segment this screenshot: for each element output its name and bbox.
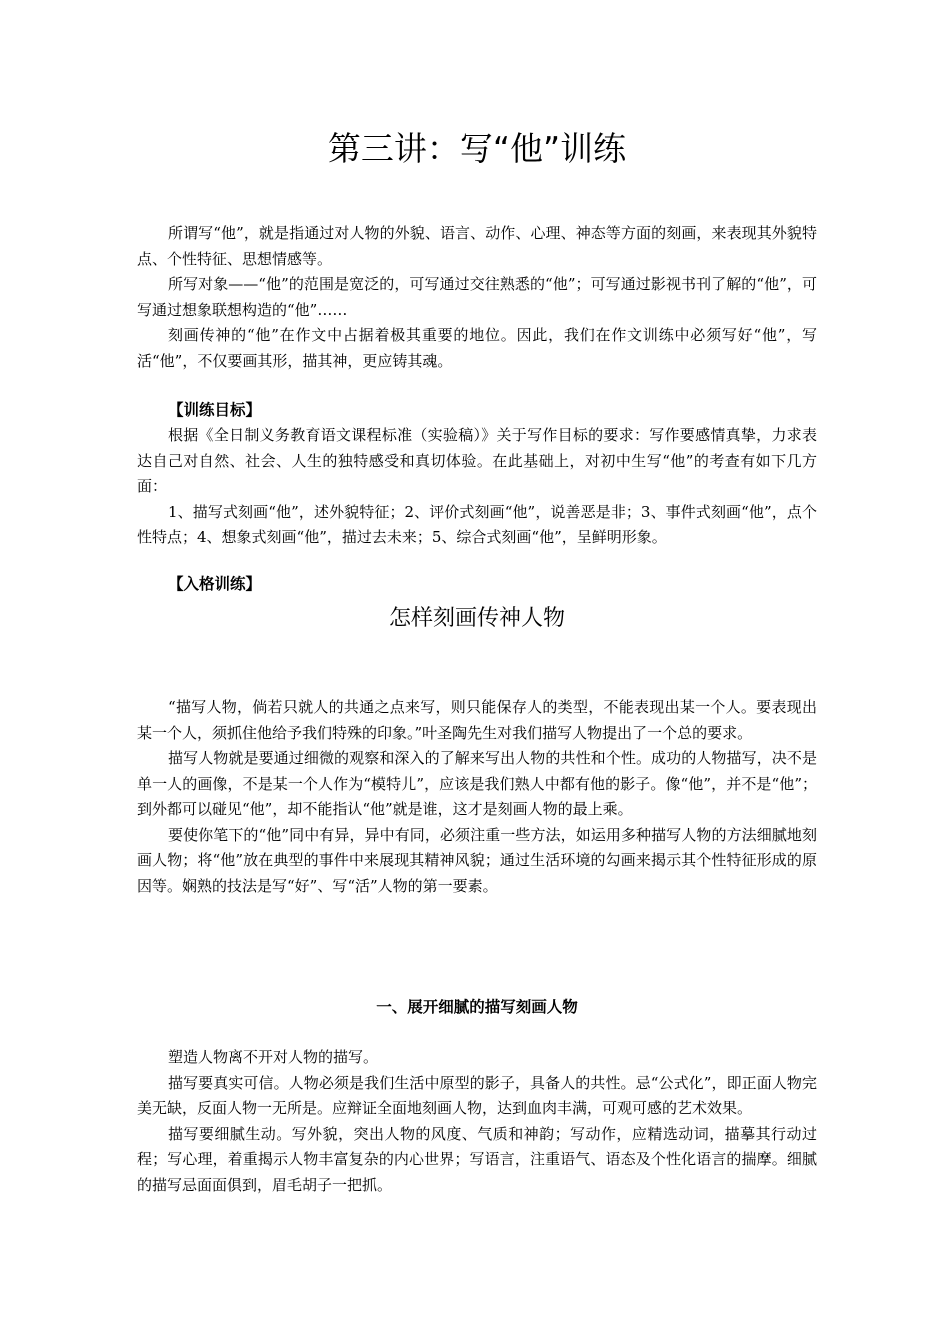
entry-heading: 【入格训练】 [168, 575, 262, 593]
goals-paragraph: 1、描写式刻画“他”，述外貌特征；2、评价式刻画“他”，说善恶是非；3、事件式刻画“他”，点个性特点；4、想象式刻画“他”，描过去未来；5、综合式刻画“他”，呈鲜明形象。 [137, 502, 817, 546]
intro-paragraph: 刻画传神的“他”在作文中占据着极其重要的地位。因此，我们在作文训练中必须写好“他”，写活“他”，不仅要画其形，描其神，更应铸其魂。 [137, 326, 817, 370]
entry-paragraph: 要使你笔下的“他”同中有异，异中有同，必须注重一些方法，如运用多种描写人物的方法细腻地刻画人物；将“他”放在典型的事件中来展现其精神风貌；通过生活环境的勾画来揭示其个性特征形成的原因等。娴熟的技法是写“好”、写“活”人物的第一要素。 [137, 825, 817, 895]
entry-subtitle: 怎样刻画传神人物 [388, 606, 565, 631]
entry-paragraph: “描写人物，倘若只就人的共通之点来写，则只能保存人的类型，不能表现出某一个人。要表现出某一个人，须抓住他给予我们特殊的印象。”叶圣陶先生对我们描写人物提出了一个总的要求。 [137, 698, 817, 742]
goals-section [137, 398, 817, 551]
goals-paragraph: 根据《全日制义务教育语文课程标准（实验稿）》关于写作目标的要求：写作要感情真挚，力求表达自己对自然、社会、人生的独特感受和真切体验。在此基础上，对初中生写“他”的考查有如下几方面： [137, 426, 817, 495]
intro-paragraph: 所写对象——“他”的范围是宽泛的，可写通过交往熟悉的“他”；可写通过影视书刊了解的“他”，可写通过想象联想构造的“他”…… [137, 275, 817, 319]
entry-heading-block [137, 572, 817, 597]
entry-section [137, 695, 817, 899]
entry-paragraph: 描写人物就是要通过细微的观察和深入的了解来写出人物的共性和个性。成功的人物描写，决不是单一人的画像，不是某一个人作为“模特儿”，应该是我们熟人中都有他的影子。像“他”，并不是“他”；到外都可以碰见“他”，却不能指认“他”就是谁，这才是刻画人物的最上乘。 [137, 749, 817, 818]
intro-paragraph: 所谓写“他”，就是指通过对人物的外貌、语言、动作、心理、神态等方面的刻画，来表现其外貌特点、个性特征、思想情感等。 [137, 224, 817, 268]
intro-section [137, 221, 817, 374]
section1-body [137, 1045, 817, 1198]
section1-paragraph: 描写要细腻生动。写外貌，突出人物的风度、气质和神韵；写动作，应精选动词，描摹其行动过程；写心理，着重揭示人物丰富复杂的内心世界；写语言，注重语气、语态及个性化语言的揣摩。细腻的描写忌面面俱到，眉毛胡子一把抓。 [137, 1124, 817, 1194]
goals-heading: 【训练目标】 [168, 401, 262, 419]
section1-heading: 一、展开细腻的描写刻画人物 [376, 998, 578, 1016]
section1-paragraph: 描写要真实可信。人物必须是我们生活中原型的影子，具备人的共性。忌“公式化”，即正面人物完美无缺，反面人物一无所是。应辩证全面地刻画人物，达到血肉丰满，可观可感的艺术效果。 [137, 1073, 817, 1117]
page-title: 第三讲：写“他”训练 [327, 129, 627, 168]
section1-paragraph: 塑造人物离不开对人物的描写。 [168, 1048, 379, 1066]
